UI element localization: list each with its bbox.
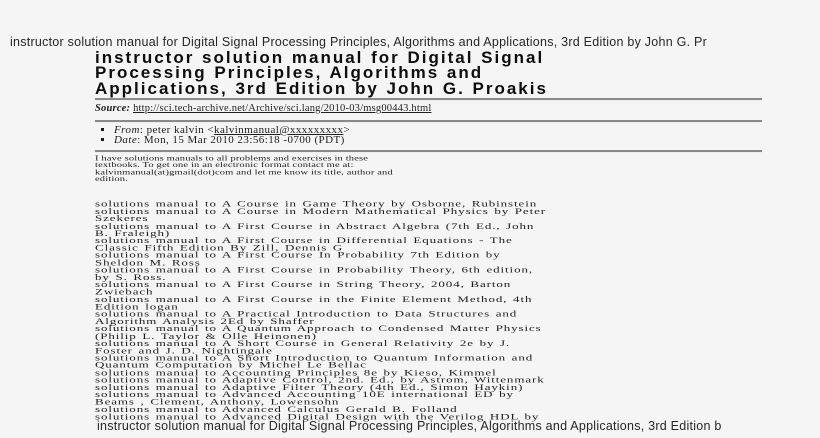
- post-title-line: instructor solution manual for Digital Signal: [95, 48, 545, 67]
- solutions-manual-line: Szekeres: [95, 213, 149, 224]
- solutions-manual-line: Algorithm Analysis 2Ed by Shaffer: [95, 316, 315, 326]
- divider-under-meta: [95, 150, 762, 152]
- solutions-manual-line: solutions manual to Advanced Calculus Gerald B. Folland: [95, 404, 458, 414]
- from-separator: :: [139, 124, 147, 136]
- solutions-manual-line: Foster and J. D. Nightingale: [95, 345, 273, 356]
- page-title-caption-top: instructor solution manual for Digital Signal Processing Principles, Algorithms and Applications, 3rd Edition by John G. Pr: [10, 35, 708, 49]
- date-label: Date: [114, 133, 138, 146]
- post-title-line: Processing Principles, Algorithms and: [95, 63, 484, 83]
- solutions-manual-line: solutions manual to A Course in Modern Mathematical Physics by Peter: [95, 206, 546, 216]
- post-title-line: Applications, 3rd Edition by John G. Proakis: [95, 78, 548, 98]
- intro-line: kalvinmanual(at)gmail(dot)com and let me know its title, author and: [95, 168, 393, 177]
- solutions-manual-line: B. Fraleigh): [95, 228, 171, 238]
- solutions-manual-line: solutions manual to A First Course in the Finite Element Method, 4th: [95, 294, 533, 304]
- solutions-manual-line: solutions manual to Accounting Principles 8e by Kieso, Kimmel: [95, 367, 497, 378]
- post-title: [95, 50, 548, 96]
- source-label: Source:: [95, 103, 131, 114]
- intro-line: I have solutions manuals to all problems and exercises in these: [95, 155, 369, 163]
- solutions-manual-line: solutions manual to A Quantum Approach to Condensed Matter Physics: [95, 323, 542, 334]
- solutions-manual-line: by S. Ross.: [95, 272, 167, 282]
- date-value: Mon, 15 Mar 2010 23:56:18 -0700 (PDT): [143, 133, 345, 146]
- post-meta-list: [95, 126, 350, 145]
- solutions-manual-line: Classic Fifth Edition By Zill, Dennis G: [95, 242, 344, 253]
- solutions-manual-line: solutions manual to Advanced Accounting 10E international ED by: [95, 389, 514, 400]
- solutions-manual-line: solutions manual to A Short Introduction to Quantum Information and: [95, 352, 534, 363]
- solutions-manual-line: Beams , Clement, Anthony, Lowensohn: [95, 396, 340, 407]
- from-close-bracket: >: [343, 124, 351, 136]
- solutions-manual-line: solutions manual to A First Course In Probability 7th Edition by: [95, 250, 501, 260]
- solutions-manual-line: solutions manual to A Practical Introduction to Data Structures and: [95, 308, 518, 319]
- divider-under-title: [95, 98, 762, 100]
- solutions-manual-line: Edition logan: [95, 301, 179, 312]
- solutions-manual-line: solutions manual to A First Course in Probability Theory, 6th edition,: [95, 264, 534, 275]
- solutions-manual-list: [95, 200, 546, 420]
- solutions-manual-line: solutions manual to A First Course in Abstract Algebra (7th Ed., John: [95, 220, 535, 231]
- from-sender-name: peter kalvin <: [146, 124, 215, 136]
- page-title-caption-bottom: instructor solution manual for Digital Signal Processing Principles, Algorithms and Applications, 3rd Edition b: [97, 419, 722, 433]
- solutions-manual-line: Zwiebach: [95, 286, 154, 297]
- from-email-link[interactable]: kalvinmanual@xxxxxxxxx: [214, 124, 344, 136]
- solutions-manual-line: solutions manual to A First Course in Differential Equations - The: [95, 235, 513, 246]
- date-separator: :: [137, 133, 144, 146]
- solutions-manual-line: solutions manual to Adaptive Control, 2nd. Ed., by Astrom, Wittenmark: [95, 374, 545, 385]
- solutions-manual-line: solutions manual to A First Course in String Theory, 2004, Barton: [95, 279, 512, 290]
- solutions-manual-line: solutions manual to Advanced Digital Design with the Verilog HDL by: [95, 411, 540, 422]
- solutions-manual-line: solutions manual to Adaptive Filter Theory (4th Ed., Simon Haykin): [95, 382, 524, 392]
- solutions-manual-line: Sheldon M. Ross: [95, 257, 201, 268]
- intro-line: edition.: [95, 175, 128, 183]
- intro-line: textbooks. To get one in an electronic format contact me at:: [95, 162, 354, 170]
- from-label: From: [114, 124, 140, 136]
- meta-date: [114, 133, 350, 146]
- source-line: [95, 103, 431, 114]
- divider-under-source: [95, 120, 762, 122]
- solutions-manual-line: solutions manual to A Course in Game Theory by Osborne, Rubinstein: [95, 198, 538, 209]
- solutions-manual-line: Quantum Computation by Michel Le Bellac: [95, 360, 367, 370]
- post-body-intro: [95, 156, 393, 183]
- solutions-manual-line: (Philip L. Taylor & Olle Heinonen): [95, 330, 317, 341]
- solutions-manual-line: solutions manual to A Short Course in General Relativity 2e by J.: [95, 338, 511, 348]
- source-url-link[interactable]: http://sci.tech-archive.net/Archive/sci.lang/2010-03/msg00443.html: [133, 103, 432, 114]
